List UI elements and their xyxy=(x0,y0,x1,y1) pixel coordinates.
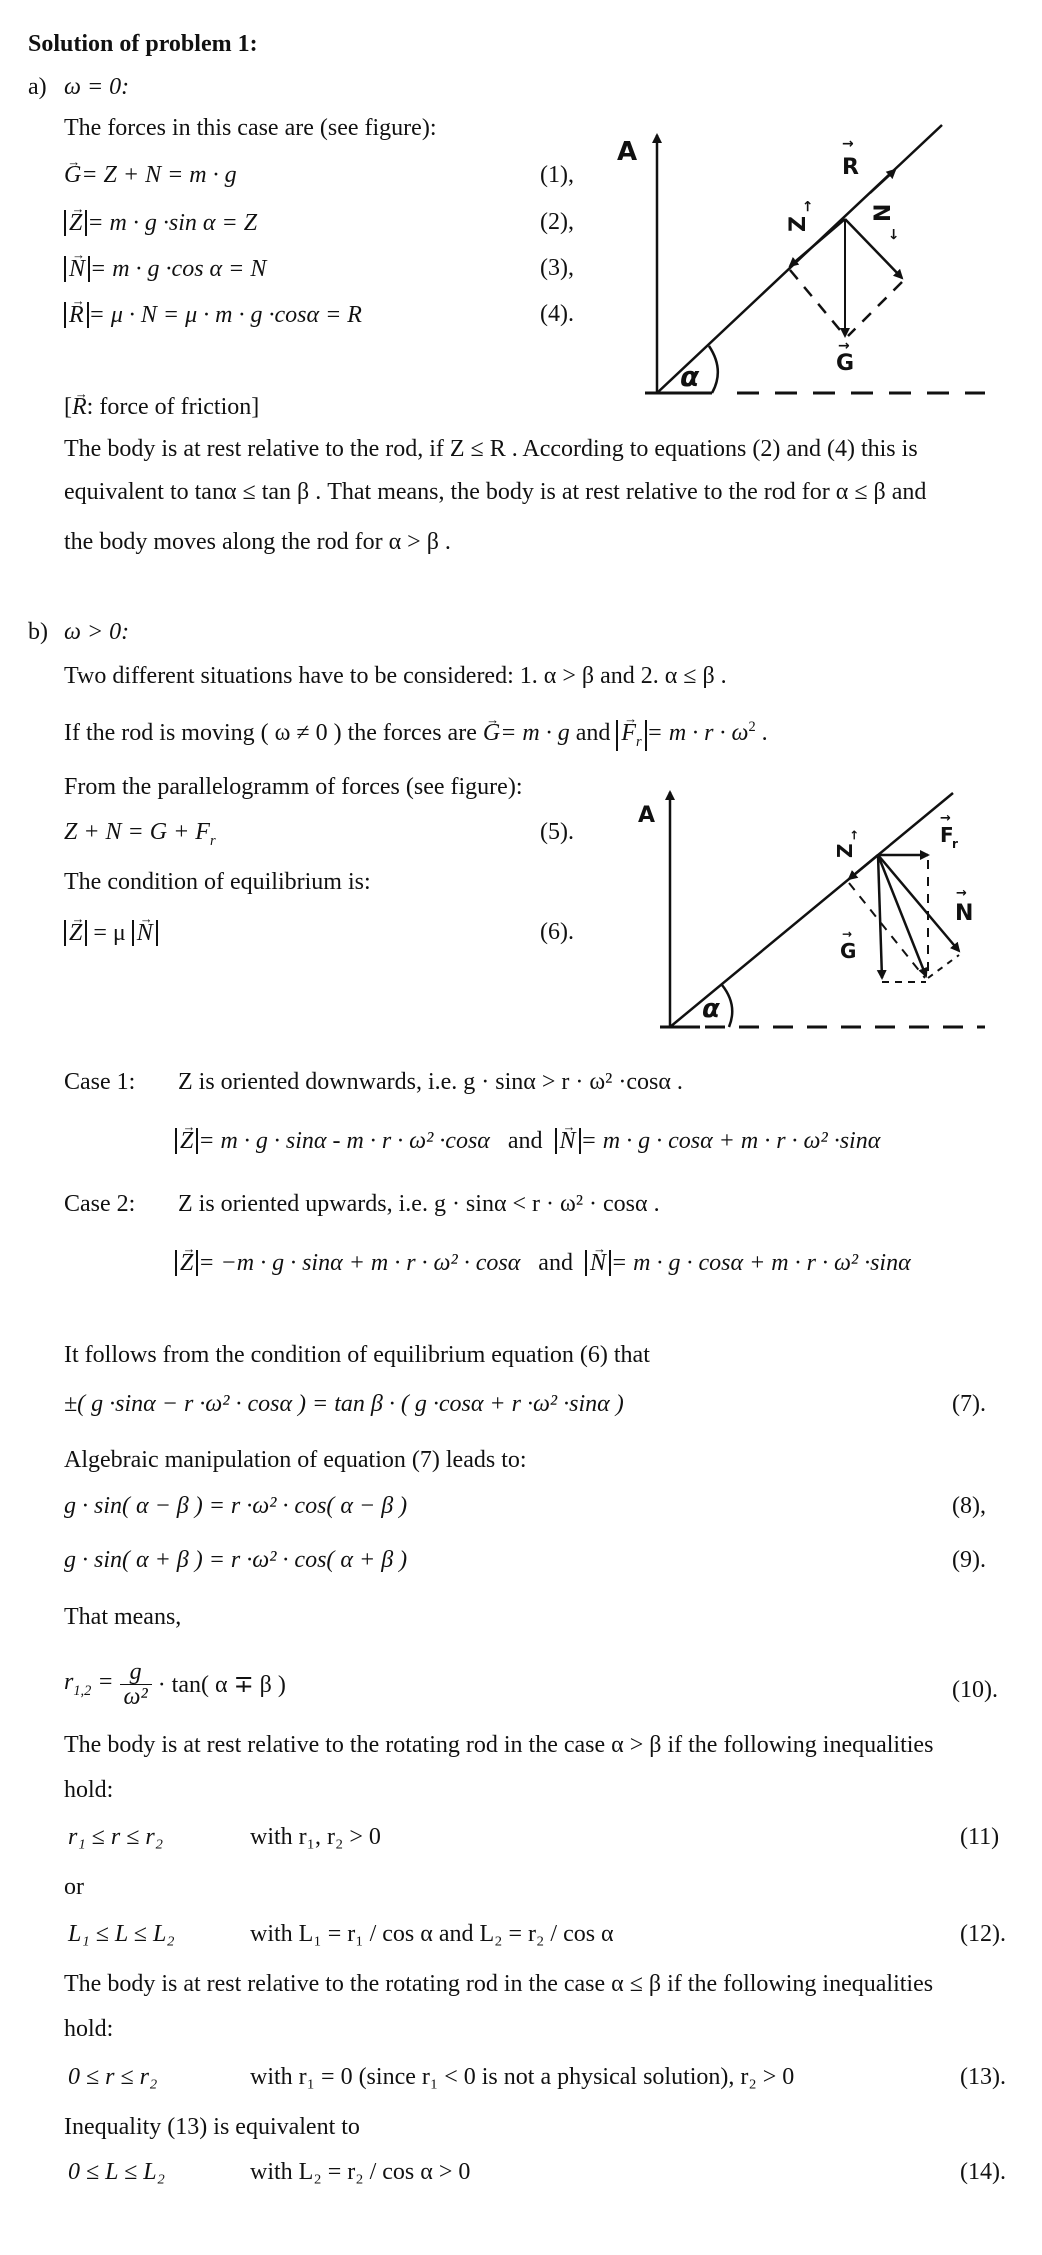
friction-label: R xyxy=(842,155,859,180)
parallelogram-dash-d xyxy=(928,955,959,978)
equation-1: → G= Z + N = m · g xyxy=(64,163,237,187)
part-a-text-3: the body moves along the rod for α > β . xyxy=(64,529,451,555)
downhill-label: Z xyxy=(786,216,811,232)
angle-arc xyxy=(709,346,718,393)
friction-vector-mark: → xyxy=(842,136,854,152)
axis-label-A: A xyxy=(617,137,638,167)
equation-3-number: (3), xyxy=(540,255,574,281)
gravity-vector-mark: → xyxy=(838,338,850,354)
equation-4: → R = μ · N = μ · m · g ·cosα = R xyxy=(64,302,362,328)
parallelogram-text: From the parallelogramm of forces (see figure): xyxy=(64,774,523,800)
page-title: Solution of problem 1: xyxy=(28,31,258,57)
equation-11-inequality: r₁ ≤ r ≤ r₂ xyxy=(68,1824,164,1850)
friction-note: [→ R: force of friction] xyxy=(64,395,259,419)
equation-12-inequality: L₁ ≤ L ≤ L₂ xyxy=(68,1921,175,1947)
case-2-description: Z is oriented upwards, i.e. g · sinα < r · ω² · cosα . xyxy=(178,1191,660,1217)
normal-label: N xyxy=(871,203,896,222)
rest-case-1-line-2: hold: xyxy=(64,1777,114,1803)
parallelogram-dash-1 xyxy=(790,270,845,336)
equilibrium-intro: The condition of equilibrium is: xyxy=(64,869,371,895)
normal-arrow-2 xyxy=(878,855,959,951)
equation-4-number: (4). xyxy=(540,301,574,327)
normal-arrow xyxy=(845,219,902,278)
equation-2: → Z = m · g ·sin α = Z xyxy=(64,210,257,236)
normal-label-2: N xyxy=(955,901,974,926)
equation-13-condition: with r₁ = 0 (since r₁ < 0 is not a physical solution), r₂ > 0 xyxy=(250,2064,795,2090)
situations-text: Two different situations have to be considered: 1. α > β and 2. α ≤ β . xyxy=(64,663,727,689)
part-a-text-2: equivalent to tanα ≤ tan β . That means, the body is at rest relative to the rod for α ≤ β and xyxy=(64,479,927,505)
part-b-label: b) xyxy=(28,619,48,645)
angle-arc-2 xyxy=(722,985,732,1027)
equation-9-number: (9). xyxy=(952,1547,986,1573)
follows-text: It follows from the condition of equilibrium equation (6) that xyxy=(64,1342,650,1368)
equation-10-number: (10). xyxy=(952,1677,998,1703)
gravity-label-2: G xyxy=(840,939,857,963)
resultant-arrow xyxy=(878,855,926,976)
equation-5-number: (5). xyxy=(540,819,574,845)
downhill-label-2: Z xyxy=(833,843,857,858)
case-2-equations: → Z = −m · g · sinα + m · r · ω² · cosα and → N = m · g · cosα + m · r · ω² ·sinα xyxy=(175,1250,911,1276)
equation-12-number: (12). xyxy=(960,1921,1006,1947)
part-a-label: a) xyxy=(28,74,47,100)
equation-6: → Z = μ → N xyxy=(64,920,158,946)
vector-G: → G xyxy=(64,163,81,187)
equation-2-number: (2), xyxy=(540,209,574,235)
normal-vector-mark-2: → xyxy=(956,886,967,901)
equation-11-number: (11) xyxy=(960,1824,1000,1850)
figure-forces-static xyxy=(590,115,1010,415)
equivalent-text: Inequality (13) is equivalent to xyxy=(64,2114,360,2140)
equation-6-number: (6). xyxy=(540,919,574,945)
case-1-description: Z is oriented downwards, i.e. g · sinα > r · ω² ·cosα . xyxy=(178,1069,683,1095)
centrifugal-vector-mark: → xyxy=(940,811,951,826)
angle-label-2: α xyxy=(702,994,720,1024)
equation-5: $Z + N = G + F_r$ xyxy=(64,819,216,849)
normal-vector-mark: ← xyxy=(886,228,902,240)
case-2-label: Case 2: xyxy=(64,1191,136,1217)
downhill-vector-mark: → xyxy=(800,200,816,212)
centrifugal-label-sub: r xyxy=(952,837,958,851)
part-a-condition: ω = 0: xyxy=(64,74,130,100)
equation-14-condition: with L₂ = r₂ / cos α > 0 xyxy=(250,2159,471,2185)
moving-forces-text: If the rod is moving ( ω ≠ 0 ) the forces are → G= m · g and → $F_r = m \cdot r \cdot \omega^2$ . xyxy=(64,720,768,751)
equation-3: → N = m · g ·cos α = N xyxy=(64,256,266,282)
rest-case-1-line-1: The body is at rest relative to the rotating rod in the case α > β if the following inequalities xyxy=(64,1732,934,1758)
downhill-vector-mark-2: → xyxy=(847,829,861,840)
equation-9: g · sin( α + β ) = r ·ω² · cos( α + β ) xyxy=(64,1547,408,1573)
rest-case-2-line-2: hold: xyxy=(64,2016,114,2042)
gravity-arrow-2 xyxy=(878,855,882,978)
equation-13-inequality: 0 ≤ r ≤ r₂ xyxy=(68,2064,158,2090)
rod-line-2 xyxy=(670,793,953,1027)
gravity-vector-mark-2: → xyxy=(842,927,853,941)
parallelogram-dash-2 xyxy=(848,282,902,336)
friction-arrow xyxy=(870,170,895,193)
equation-8: g · sin( α − β ) = r ·ω² · cos( α − β ) xyxy=(64,1493,408,1519)
equation-7: ±( g ·sinα − r ·ω² · cosα ) = tan β · ( g ·cosα + r ·ω² ·sinα ) xyxy=(64,1391,624,1417)
equation-11-condition: with r₁, r₂ > 0 xyxy=(250,1824,381,1850)
equation-12-condition: with L₁ = r₁ / cos α and L₂ = r₂ / cos α xyxy=(250,1921,614,1947)
case-1-label: Case 1: xyxy=(64,1069,136,1095)
equation-13-number: (13). xyxy=(960,2064,1006,2090)
equation-8-number: (8), xyxy=(952,1493,986,1519)
centrifugal-label: F xyxy=(940,823,954,847)
angle-label: α xyxy=(680,360,700,393)
equation-10: $r_{1,2}$ = $\frac{g}{\text{ω²}}$ · tan( α ∓ β ) xyxy=(64,1659,286,1710)
axis-label-A-2: A xyxy=(638,803,656,828)
case-1-equations: → Z = m · g · sinα - m · r · ω² ·cosα and → N = m · g · cosα + m · r · ω² ·sinα xyxy=(175,1128,880,1154)
equation-14-inequality: 0 ≤ L ≤ L₂ xyxy=(68,2159,165,2185)
gravity-label: G xyxy=(836,351,855,376)
algebraic-text: Algebraic manipulation of equation (7) leads to: xyxy=(64,1447,527,1473)
figure-forces-rotating xyxy=(600,780,1000,1040)
rest-case-2-line-1: The body is at rest relative to the rotating rod in the case α ≤ β if the following inequalities xyxy=(64,1971,934,1997)
part-a-text-1: The body is at rest relative to the rod, if Z ≤ R . According to equations (2) and (4) this is xyxy=(64,436,918,462)
or-text: or xyxy=(64,1874,84,1900)
part-b-condition: ω > 0: xyxy=(64,619,130,645)
equation-7-number: (7). xyxy=(952,1391,986,1417)
that-means-text: That means, xyxy=(64,1604,182,1630)
equation-1-number: (1), xyxy=(540,162,574,188)
part-a-intro: The forces in this case are (see figure): xyxy=(64,115,437,141)
equation-14-number: (14). xyxy=(960,2159,1006,2185)
